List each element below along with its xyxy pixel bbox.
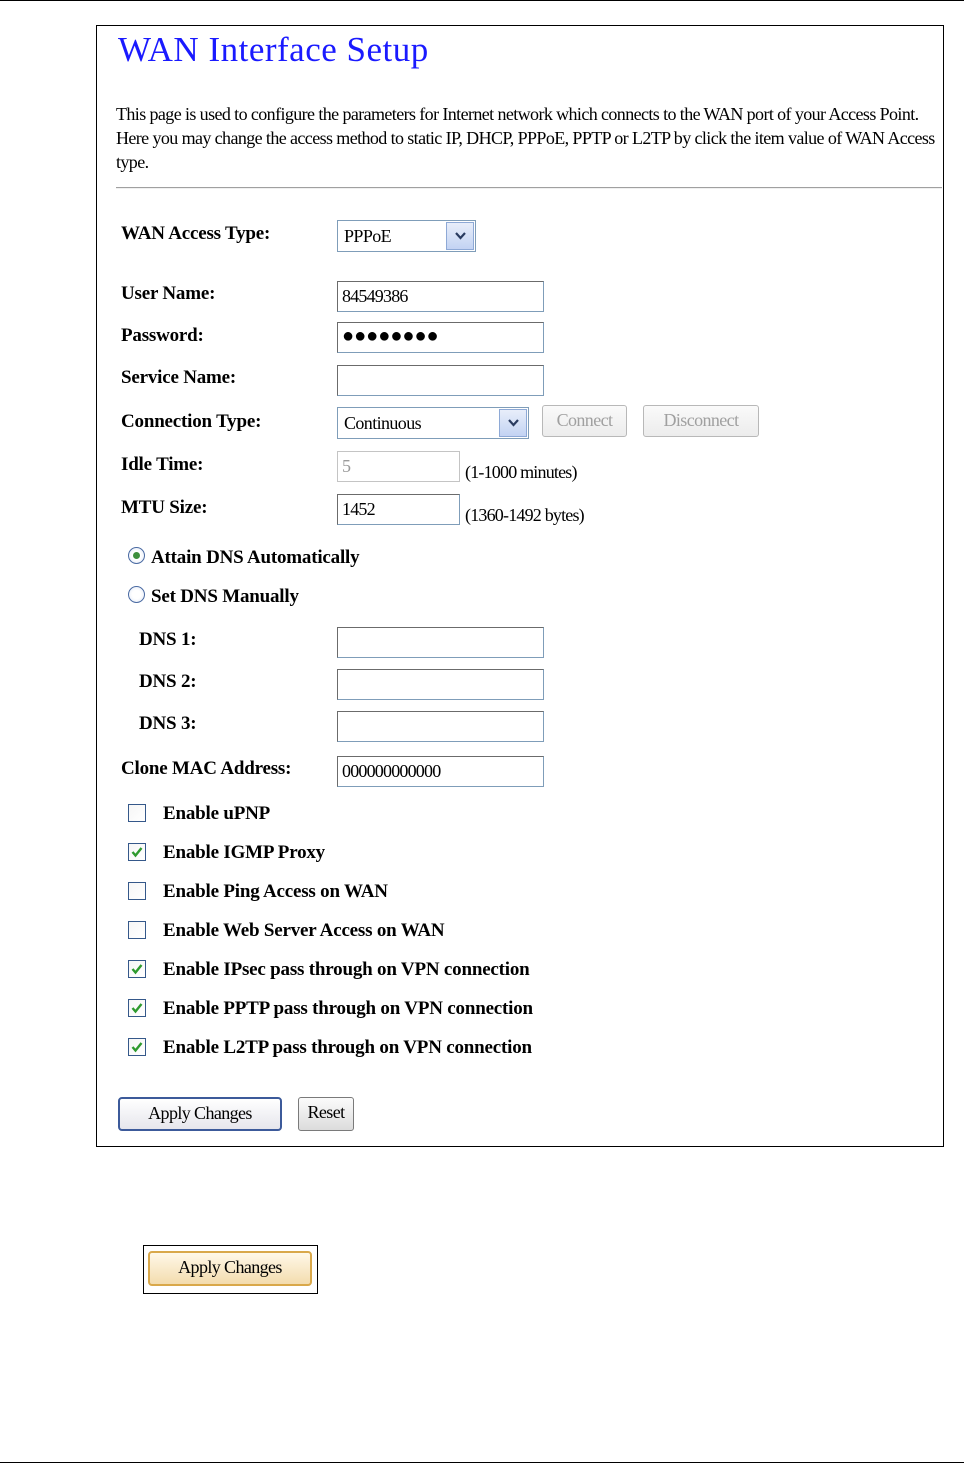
wan-access-type-select[interactable] xyxy=(337,220,476,252)
connect-button[interactable]: Connect xyxy=(542,405,627,437)
dns1-label: DNS 1: xyxy=(139,629,197,650)
mtu-size-label: MTU Size: xyxy=(121,497,208,518)
apply-changes-callout-button: Apply Changes xyxy=(148,1251,312,1286)
clone-mac-input[interactable]: 000000000000 xyxy=(337,756,544,787)
dns1-input[interactable] xyxy=(337,627,544,658)
page-description: This page is used to configure the parameters for Internet network which connects to the WAN port of your Access Point. Here you may change the access method to static IP, DHCP, PPPoE, PPTP or L2TP by click the item value of WAN Access type. xyxy=(116,104,935,172)
ipsec-passthrough-label: Enable IPsec pass through on VPN connection xyxy=(163,959,530,980)
checkmark-icon xyxy=(130,962,144,976)
connection-type-value: Continuous xyxy=(344,413,422,433)
dns3-input[interactable] xyxy=(337,711,544,742)
dns2-label: DNS 2: xyxy=(139,671,197,692)
dns2-input[interactable] xyxy=(337,669,544,700)
pptp-passthrough-checkbox[interactable] xyxy=(128,999,146,1017)
chevron-down-icon[interactable] xyxy=(446,222,474,250)
pptp-passthrough-label: Enable PPTP pass through on VPN connection xyxy=(163,998,533,1019)
ping-access-checkbox[interactable] xyxy=(128,882,146,900)
connection-type-label: Connection Type: xyxy=(121,411,262,432)
user-name-input[interactable]: 84549386 xyxy=(337,281,544,312)
web-server-access-label: Enable Web Server Access on WAN xyxy=(163,920,445,941)
clone-mac-label: Clone MAC Address: xyxy=(121,758,292,779)
dns-auto-radio[interactable] xyxy=(128,547,145,564)
idle-time-note: (1-1000 minutes) xyxy=(465,462,577,482)
igmp-proxy-checkbox[interactable] xyxy=(128,843,146,861)
top-rule xyxy=(0,0,964,1)
dns3-label: DNS 3: xyxy=(139,713,197,734)
dns-manual-label: Set DNS Manually xyxy=(151,586,299,607)
password-label: Password: xyxy=(121,325,204,346)
ipsec-passthrough-checkbox[interactable] xyxy=(128,960,146,978)
l2tp-passthrough-checkbox[interactable] xyxy=(128,1038,146,1056)
mtu-size-input[interactable]: 1452 xyxy=(337,494,460,525)
user-name-label: User Name: xyxy=(121,283,216,304)
service-name-label: Service Name: xyxy=(121,367,237,388)
wan-access-type-label: WAN Access Type: xyxy=(121,223,271,244)
apply-changes-button[interactable]: Apply Changes xyxy=(118,1097,282,1131)
web-server-access-checkbox[interactable] xyxy=(128,921,146,939)
idle-time-label: Idle Time: xyxy=(121,454,204,475)
wan-access-type-value: PPPoE xyxy=(344,226,392,246)
checkmark-icon xyxy=(130,1040,144,1054)
checkmark-icon xyxy=(130,845,144,859)
bottom-rule xyxy=(0,1462,964,1463)
checkmark-icon xyxy=(130,1001,144,1015)
l2tp-passthrough-label: Enable L2TP pass through on VPN connection xyxy=(163,1037,532,1058)
page-title: WAN Interface Setup xyxy=(118,30,429,69)
chevron-down-icon[interactable] xyxy=(499,409,527,437)
igmp-proxy-label: Enable IGMP Proxy xyxy=(163,842,325,863)
dns-manual-radio[interactable] xyxy=(128,586,145,603)
connection-type-select[interactable] xyxy=(337,407,529,439)
upnp-checkbox[interactable] xyxy=(128,804,146,822)
disconnect-button[interactable]: Disconnect xyxy=(643,405,759,437)
mtu-size-note: (1360-1492 bytes) xyxy=(465,505,584,525)
upnp-label: Enable uPNP xyxy=(163,803,271,824)
service-name-input[interactable] xyxy=(337,365,544,396)
reset-button[interactable]: Reset xyxy=(298,1097,354,1131)
ping-access-label: Enable Ping Access on WAN xyxy=(163,881,388,902)
idle-time-input[interactable]: 5 xyxy=(337,451,460,482)
dns-auto-label: Attain DNS Automatically xyxy=(151,547,360,568)
divider xyxy=(116,187,942,189)
password-input[interactable]: ●●●●●●●● xyxy=(337,322,544,353)
